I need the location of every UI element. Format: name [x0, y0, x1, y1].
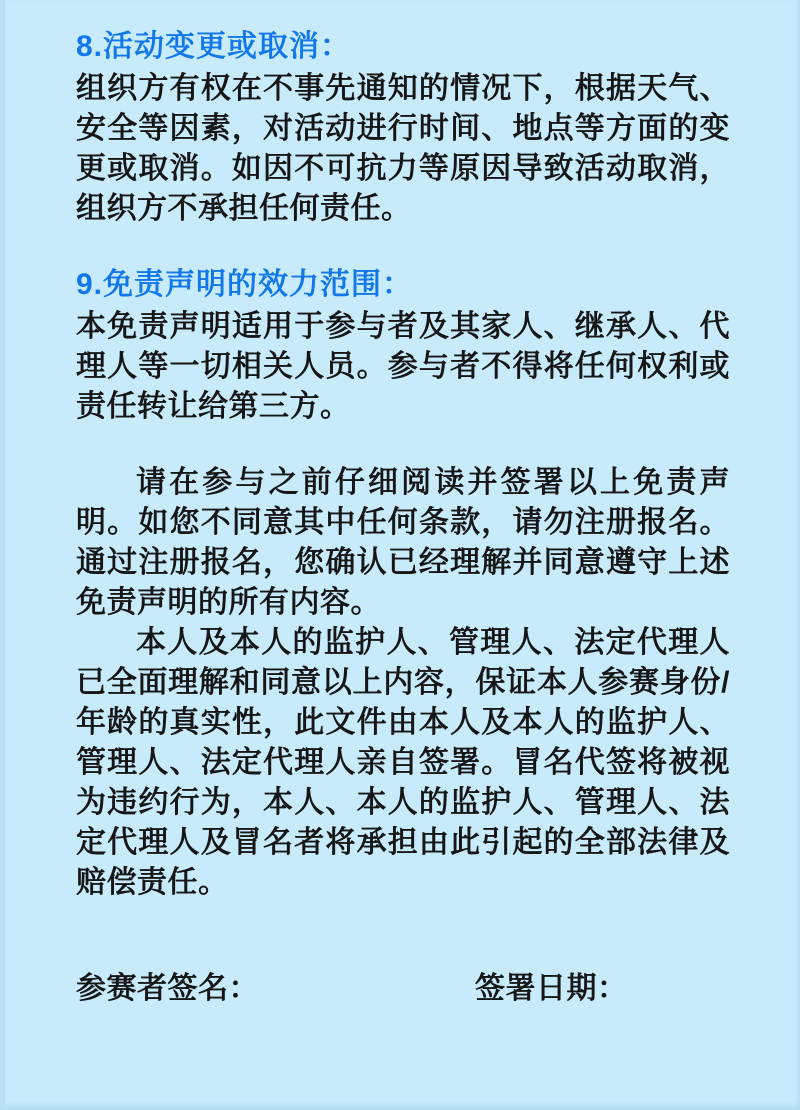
closing-notice-block: [76, 463, 730, 903]
section-9-heading: 9.免责声明的效力范围：: [76, 268, 414, 301]
signature-row: [76, 969, 730, 1009]
section-activity-change: [76, 31, 730, 229]
section-8-heading: 8.活动变更或取消：: [76, 30, 352, 63]
section-8-body: 组织方有权在不事先通知的情况下，根据天气、安全等因素，对活动进行时间、地点等方面的变更或取消。如因不可抗力等原因导致活动取消，组织方不承担任何责任。: [76, 72, 730, 225]
signing-date-label: 签署日期：: [475, 972, 628, 1005]
notice-paragraph-read-and-sign: 请在参与之前仔细阅读并签署以上免责声明。如您不同意其中任何条款，请勿注册报名。通过注册报名，您确认已经理解并同意遵守上述免责声明的所有内容。: [76, 466, 730, 619]
section-9-body: 本免责声明适用于参与者及其家人、继承人、代理人等一切相关人员。参与者不得将任何权利或责任转让给第三方。: [76, 310, 730, 423]
notice-paragraph-guardian-consent: 本人及本人的监护人、管理人、法定代理人已全面理解和同意以上内容，保证本人参赛身份/年龄的真实性，此文件由本人及本人的监护人、管理人、法定代理人亲自签署。冒名代签将被视为违约行为，本人、本人的监护人、管理人、法定代理人及冒名者将承担由此引起的全部法律及赔偿责任。: [76, 626, 730, 899]
participant-signature-label: 参赛者签名：: [76, 972, 259, 1005]
section-disclaimer-scope: [76, 269, 730, 427]
